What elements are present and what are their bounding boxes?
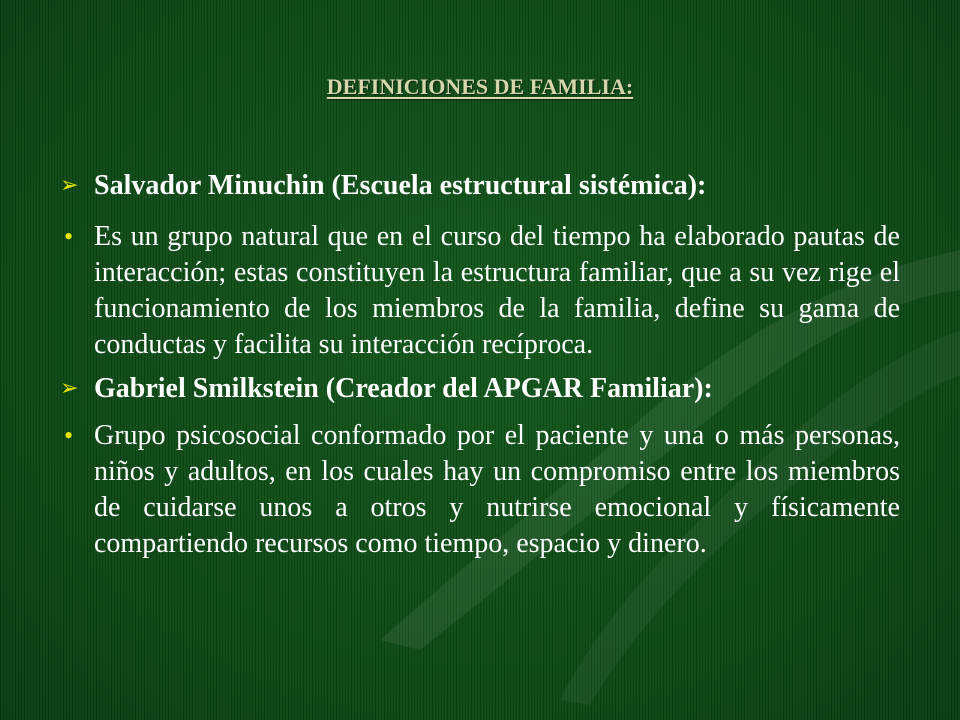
dot-bullet-icon: • — [64, 222, 74, 251]
author-heading-minuchin — [60, 168, 900, 205]
slide-title: DEFINICIONES DE FAMILIA: — [326, 74, 634, 99]
definition-text: Grupo psicosocial conformado por el paciente y una o más personas, niños y adultos, en los cuales hay un compromiso entre los miembros de cuidarse unos a otros y nutrirse emocional y físicamente compartiendo recursos como tiempo, espacio y dinero. — [94, 420, 900, 559]
dot-bullet-icon: • — [64, 421, 74, 450]
arrow-bullet-icon: ➢ — [60, 172, 79, 197]
heading-text: Salvador Minuchin (Escuela estructural sistémica): — [94, 170, 707, 201]
definition-minuchin — [60, 219, 900, 363]
heading-text: Gabriel Smilkstein (Creador del APGAR Familiar): — [94, 373, 713, 404]
slide-content — [60, 168, 900, 562]
arrow-bullet-icon: ➢ — [60, 375, 79, 400]
author-heading-smilkstein — [60, 371, 900, 408]
definition-smilkstein — [60, 418, 900, 562]
definition-text: Es un grupo natural que en el curso del tiempo ha elaborado pautas de interacción; estas constituyen la estructura familiar, que a su vez rige el funcionamiento de los miembros de la familia, define su gama de conductas y facilita su interacción recíproca. — [94, 221, 900, 360]
